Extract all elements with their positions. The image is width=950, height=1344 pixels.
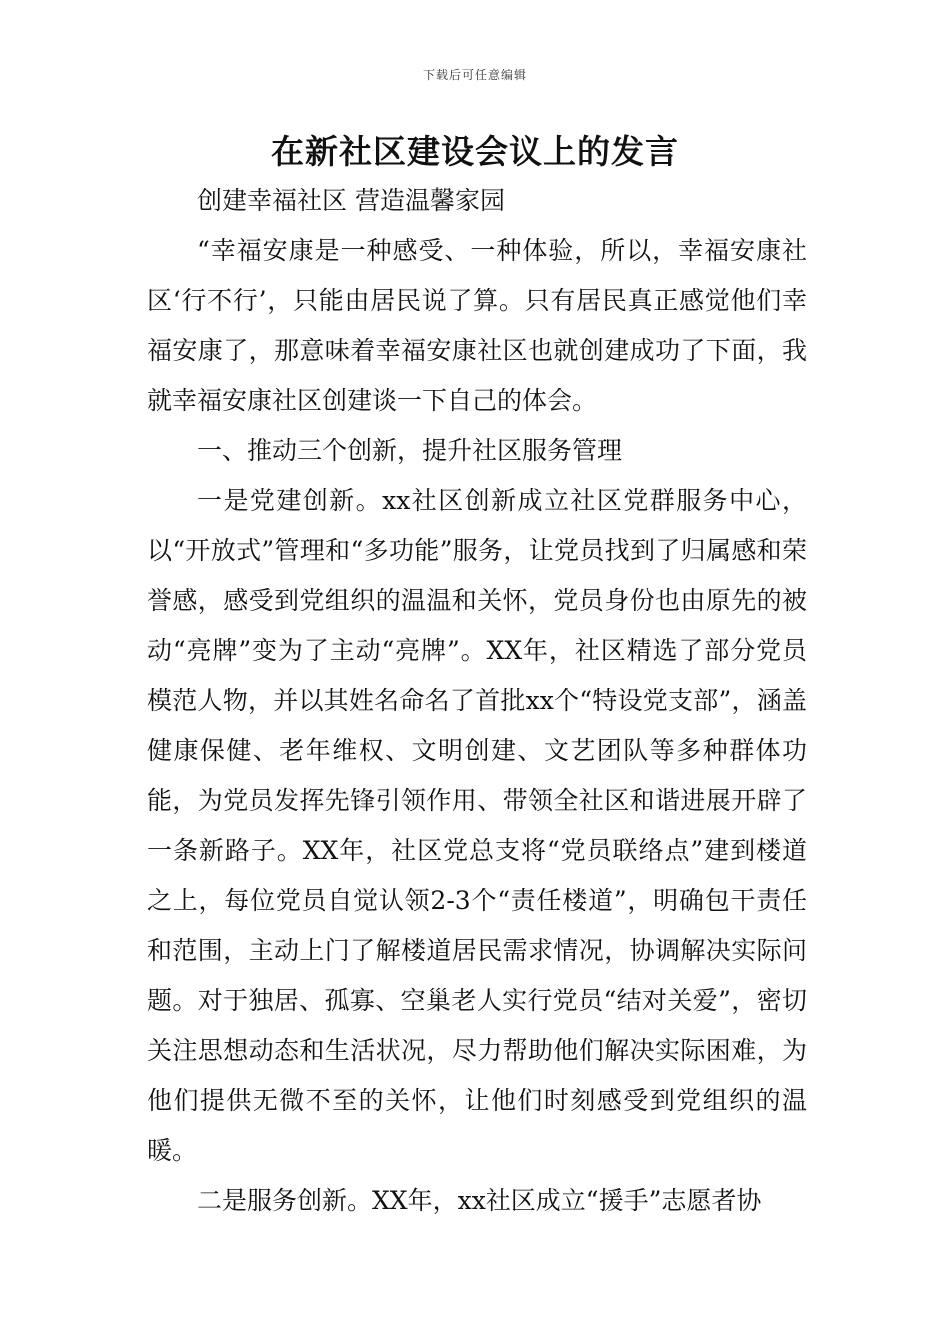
paragraph-intro: “幸福安康是一种感受、一种体验，所以，幸福安康社区‘行不行’，只能由居民说了算。只有居民真正感觉他们幸福安康了，那意味着幸福安康社区也就创建成功了下面，我就幸福安康社区创建谈一下自己的体会。 [147, 236, 807, 415]
document-body [147, 176, 807, 1226]
document-title: 在新社区建设会议上的发言 [271, 132, 679, 171]
document-subtitle: 创建幸福社区 营造温馨家园 [197, 186, 505, 215]
paragraph-party-building: 一是党建创新。xx社区创新成立社区党群服务中心，以“开放式”管理和“多功能”服务，让党员找到了归属感和荣誉感，感受到党组织的温温和关怀，党员身份也由原先的被动“亮牌”变为了主动“亮牌”。XX年，社区精选了部分党员模范人物，并以其姓名命名了首批xx个“特设党支部”，涵盖健康保健、老年维权、文明创建、文艺团队等多种群体功能，为党员发挥先锋引领作用、带领全社区和谐进展开辟了一条新路子。XX年，社区党总支将“党员联络点”建到楼道之上，每位党员自觉认领2-3个“责任楼道”，明确包干责任和范围，主动上门了解楼道居民需求情况，协调解决实际问题。对于独居、孤寡、空巢老人实行党员“结对关爱”，密切关注思想动态和生活状况，尽力帮助他们解决实际困难，为他们提供无微不至的关怀，让他们时刻感受到党组织的温暖。 [147, 486, 807, 1165]
header-note: 下载后可任意编辑 [422, 68, 527, 82]
section-heading-1: 一、推动三个创新，提升社区服务管理 [197, 436, 623, 465]
paragraph-service-innovation: 二是服务创新。XX年，xx社区成立“援手”志愿者协 [197, 1186, 762, 1215]
